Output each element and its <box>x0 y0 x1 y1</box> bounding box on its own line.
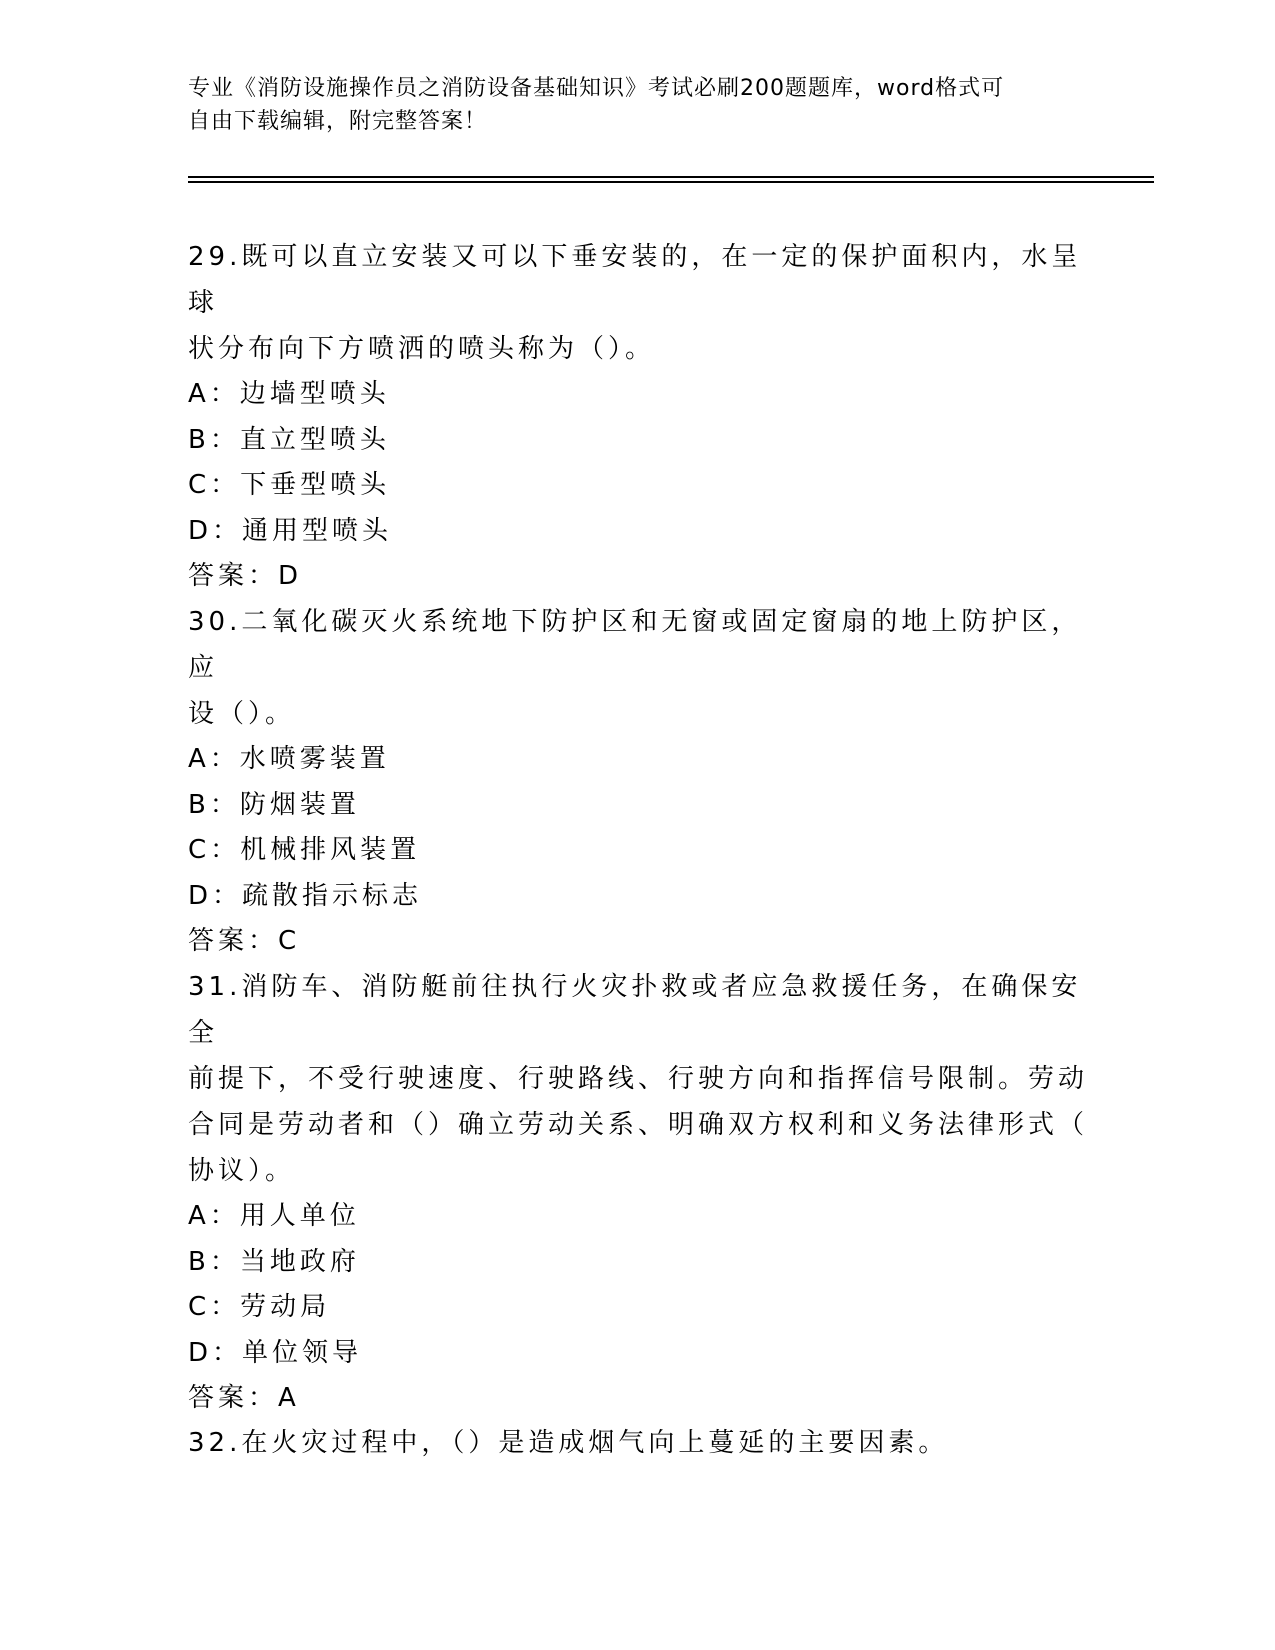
header-divider-top <box>188 176 1154 178</box>
document-header <box>188 72 1088 138</box>
answer-line: 答案：D <box>188 561 303 591</box>
option-b: B：直立型喷头 <box>188 424 390 455</box>
question-30 <box>188 599 1088 965</box>
option-d: D：单位领导 <box>188 1337 363 1368</box>
question-stem-line: 31.消防车、消防艇前往执行火灾扑救或者应急救援任务，在确保安全 <box>188 972 1082 1048</box>
question-stem-line: 设（）。 <box>188 699 296 729</box>
answer-line: 答案：A <box>188 1383 300 1413</box>
question-29 <box>188 234 1088 600</box>
option-a: A：水喷雾装置 <box>188 744 390 774</box>
question-stem-line: 协议）。 <box>188 1156 296 1186</box>
question-stem-line: 32.在火灾过程中，（）是造成烟气向上蔓延的主要因素。 <box>188 1428 949 1458</box>
header-divider-bottom <box>188 181 1154 183</box>
option-d: D：通用型喷头 <box>188 515 393 546</box>
option-c: C：劳动局 <box>188 1292 331 1322</box>
option-a: A：用人单位 <box>188 1201 360 1231</box>
question-stem-line: 30.二氧化碳灭火系统地下防护区和无窗或固定窗扇的地上防护区，应 <box>188 607 1082 683</box>
option-d: D：疏散指示标志 <box>188 880 423 911</box>
option-c: C：下垂型喷头 <box>188 470 391 500</box>
question-stem-line: 合同是劳动者和（）确立劳动关系、明确双方权利和义务法律形式（ <box>188 1110 1089 1140</box>
question-32 <box>188 1420 1088 1466</box>
header-line-1: 专业《消防设施操作员之消防设备基础知识》考试必刷200题题库，word格式可 <box>188 76 1005 101</box>
option-c: C：机械排风装置 <box>188 835 421 865</box>
option-b: B：当地政府 <box>188 1246 360 1277</box>
option-b: B：防烟装置 <box>188 789 360 820</box>
question-stem-line: 前提下，不受行驶速度、行驶路线、行驶方向和指挥信号限制。劳动 <box>188 1064 1089 1094</box>
question-31 <box>188 964 1088 1422</box>
header-line-2: 自由下载编辑，附完整答案！ <box>188 109 488 134</box>
option-a: A：边墙型喷头 <box>188 379 390 409</box>
answer-line: 答案：C <box>188 926 301 956</box>
question-stem-line: 29.既可以直立安装又可以下垂安装的，在一定的保护面积内，水呈球 <box>188 242 1082 318</box>
question-stem-line: 状分布向下方喷洒的喷头称为（）。 <box>188 334 656 364</box>
